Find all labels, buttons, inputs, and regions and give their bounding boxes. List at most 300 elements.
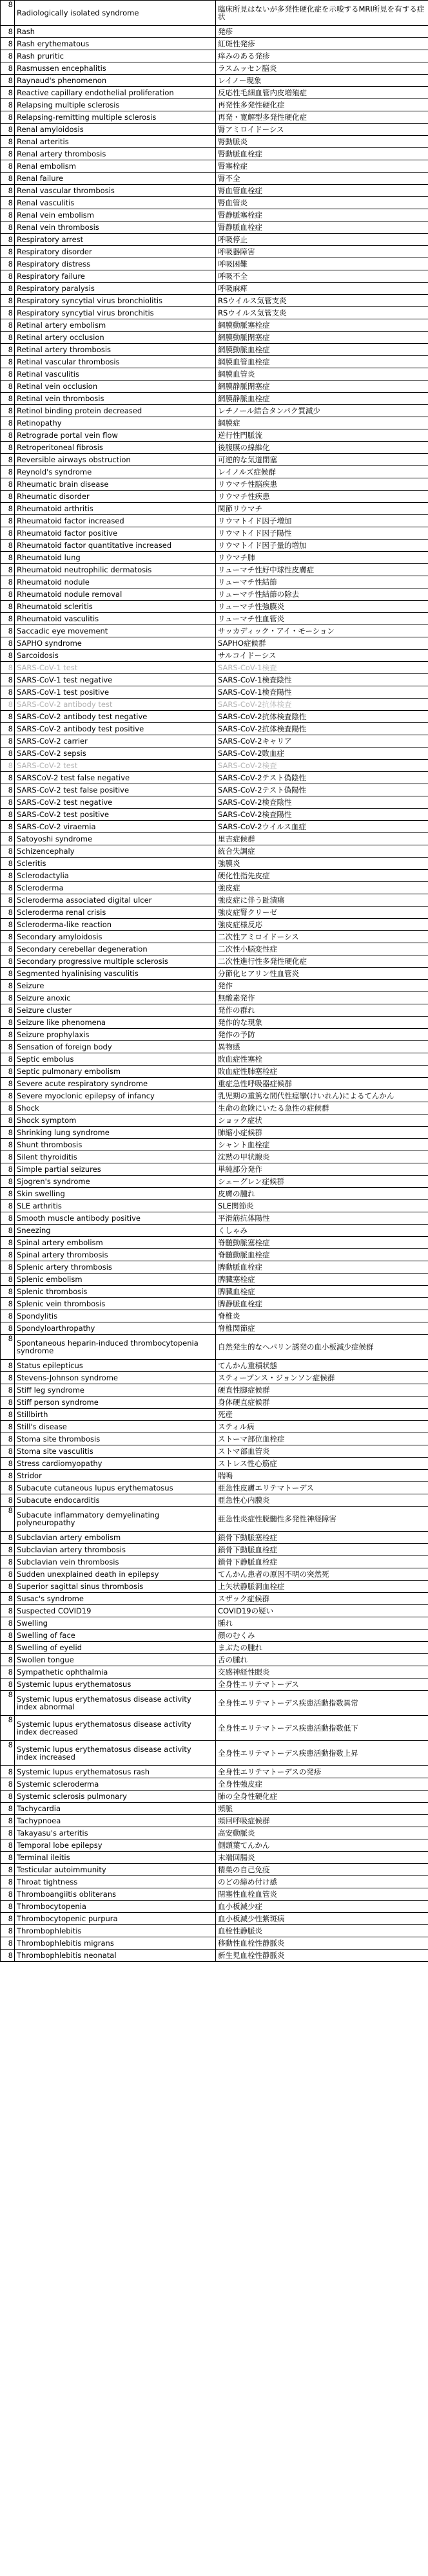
english-term-cell: Septic embolus — [15, 1053, 216, 1066]
row-number-cell: 8 — [1, 1876, 15, 1888]
row-number-cell: 8 — [1, 26, 15, 38]
japanese-term-cell: 全身性エリテマトーデス — [216, 1678, 428, 1691]
row-number-cell: 8 — [1, 1691, 15, 1716]
row-number-cell: 8 — [1, 38, 15, 50]
table-row — [1, 246, 428, 258]
japanese-term-cell: 身体硬直症候群 — [216, 1396, 428, 1409]
japanese-term-cell: 末端回腸炎 — [216, 1852, 428, 1864]
english-term-cell: Rheumatoid lung — [15, 552, 216, 564]
row-number-cell: 8 — [1, 1605, 15, 1617]
row-number-cell: 8 — [1, 1507, 15, 1532]
english-term-cell: SARS-CoV-2 sepsis — [15, 747, 216, 760]
japanese-term-cell: 脊髄動脈塞栓症 — [216, 1237, 428, 1249]
row-number-cell: 8 — [1, 1913, 15, 1925]
english-term-cell: Retinal artery occlusion — [15, 332, 216, 344]
table-row — [1, 552, 428, 564]
japanese-term-cell: COVID19の疑い — [216, 1605, 428, 1617]
row-number-cell: 8 — [1, 858, 15, 870]
row-number-cell: 8 — [1, 1766, 15, 1778]
table-row — [1, 858, 428, 870]
english-term-cell: Respiratory syncytial virus bronchitis — [15, 307, 216, 319]
row-number-cell: 8 — [1, 1494, 15, 1507]
table-row — [1, 540, 428, 552]
english-term-cell: SARS-CoV-2 antibody test positive — [15, 723, 216, 735]
japanese-term-cell: リューマチ性結節の除去 — [216, 588, 428, 601]
row-number-cell: 8 — [1, 992, 15, 1004]
english-term-cell: Shock symptom — [15, 1114, 216, 1127]
row-number-cell: 8 — [1, 968, 15, 980]
english-term-cell: Stillbirth — [15, 1409, 216, 1421]
row-number-cell: 8 — [1, 1286, 15, 1298]
english-term-cell: SARS-CoV-2 antibody test — [15, 699, 216, 711]
table-row — [1, 1090, 428, 1102]
row-number-cell: 8 — [1, 148, 15, 160]
english-term-cell: Renal failure — [15, 173, 216, 185]
row-number-cell: 8 — [1, 1, 15, 26]
table-row — [1, 1298, 428, 1310]
japanese-term-cell: 発作 — [216, 980, 428, 992]
english-term-cell: SARS-CoV-2 test negative — [15, 796, 216, 809]
english-term-cell: Spinal artery embolism — [15, 1237, 216, 1249]
english-term-cell: Rheumatoid neutrophilic dermatosis — [15, 564, 216, 576]
row-number-cell: 8 — [1, 503, 15, 515]
english-term-cell: SARS-CoV-2 test positive — [15, 809, 216, 821]
row-number-cell: 8 — [1, 686, 15, 699]
japanese-term-cell: 脾静脈血栓症 — [216, 1298, 428, 1310]
row-number-cell: 8 — [1, 1716, 15, 1741]
english-term-cell: Sclerodactylia — [15, 870, 216, 882]
english-term-cell: Still's disease — [15, 1421, 216, 1433]
table-row — [1, 1741, 428, 1766]
english-term-cell: Secondary progressive multiple sclerosis — [15, 955, 216, 968]
japanese-term-cell: リウマトイド因子増加 — [216, 515, 428, 527]
row-number-cell: 8 — [1, 1102, 15, 1114]
japanese-term-cell: RSウイルス気管支炎 — [216, 307, 428, 319]
english-term-cell: Severe myoclonic epilepsy of infancy — [15, 1090, 216, 1102]
row-number-cell: 8 — [1, 588, 15, 601]
english-term-cell: Subacute cutaneous lupus erythematosus — [15, 1482, 216, 1494]
row-number-cell: 8 — [1, 75, 15, 87]
row-number-cell: 8 — [1, 796, 15, 809]
english-term-cell: Rheumatic disorder — [15, 491, 216, 503]
english-term-cell: Rheumatoid factor positive — [15, 527, 216, 540]
table-row — [1, 405, 428, 417]
table-row — [1, 601, 428, 613]
row-number-cell: 8 — [1, 50, 15, 62]
table-row — [1, 784, 428, 796]
row-number-cell: 8 — [1, 221, 15, 234]
row-number-cell: 8 — [1, 381, 15, 393]
english-term-cell: Thromboangiitis obliterans — [15, 1888, 216, 1901]
row-number-cell: 8 — [1, 1200, 15, 1212]
row-number-cell: 8 — [1, 1470, 15, 1482]
table-row — [1, 1901, 428, 1913]
english-term-cell: Stiff person syndrome — [15, 1396, 216, 1409]
english-term-cell: SARS-CoV-2 carrier — [15, 735, 216, 747]
row-number-cell: 8 — [1, 1741, 15, 1766]
row-number-cell: 8 — [1, 1335, 15, 1360]
row-number-cell: 8 — [1, 1225, 15, 1237]
japanese-term-cell: 分節化ヒアリン性血管炎 — [216, 968, 428, 980]
japanese-term-cell: 二次性小脳変性症 — [216, 943, 428, 955]
japanese-term-cell: 亜急性心内膜炎 — [216, 1494, 428, 1507]
english-term-cell: Sudden unexplained death in epilepsy — [15, 1568, 216, 1581]
table-row — [1, 796, 428, 809]
table-row — [1, 173, 428, 185]
japanese-term-cell: 上矢状静脈洞血栓症 — [216, 1581, 428, 1593]
table-row — [1, 1384, 428, 1396]
japanese-term-cell: てんかん重積状態 — [216, 1360, 428, 1372]
japanese-term-cell: 逆行性門脈流 — [216, 429, 428, 442]
english-term-cell: Systemic scleroderma — [15, 1778, 216, 1791]
table-row — [1, 1445, 428, 1458]
table-row — [1, 1666, 428, 1678]
japanese-term-cell: 亜急性炎症性脱髄性多発性神経障害 — [216, 1507, 428, 1532]
english-term-cell: Spontaneous heparin-induced thrombocytopenia syndrome — [15, 1335, 216, 1360]
english-term-cell: Rash — [15, 26, 216, 38]
table-row — [1, 1791, 428, 1803]
row-number-cell: 8 — [1, 368, 15, 381]
japanese-term-cell: SARS-CoV-2敗血症 — [216, 747, 428, 760]
table-row — [1, 1396, 428, 1409]
english-term-cell: Tachycardia — [15, 1803, 216, 1815]
row-number-cell: 8 — [1, 1803, 15, 1815]
row-number-cell: 8 — [1, 943, 15, 955]
table-row — [1, 1004, 428, 1017]
row-number-cell: 8 — [1, 417, 15, 429]
english-term-cell: Scleroderma-like reaction — [15, 919, 216, 931]
row-number-cell: 8 — [1, 1237, 15, 1249]
table-row — [1, 564, 428, 576]
row-number-cell: 8 — [1, 234, 15, 246]
japanese-term-cell: リューマチ性好中球性皮膚症 — [216, 564, 428, 576]
table-row — [1, 1630, 428, 1642]
table-row — [1, 845, 428, 858]
japanese-term-cell: 脊椎炎 — [216, 1310, 428, 1322]
japanese-term-cell: 顔のむくみ — [216, 1630, 428, 1642]
table-row — [1, 919, 428, 931]
english-term-cell: Secondary amyloidosis — [15, 931, 216, 943]
row-number-cell: 8 — [1, 466, 15, 478]
japanese-term-cell: 硬化性指先皮症 — [216, 870, 428, 882]
row-number-cell: 8 — [1, 332, 15, 344]
table-row — [1, 1102, 428, 1114]
row-number-cell: 8 — [1, 907, 15, 919]
japanese-term-cell: 乳児期の重篤な間代性痙攣(けいれん)によるてんかん — [216, 1090, 428, 1102]
english-term-cell: Renal vasculitis — [15, 197, 216, 209]
row-number-cell: 8 — [1, 1274, 15, 1286]
table-row — [1, 711, 428, 723]
row-number-cell: 8 — [1, 662, 15, 674]
english-term-cell: Segmented hyalinising vasculitis — [15, 968, 216, 980]
row-number-cell: 8 — [1, 209, 15, 221]
english-term-cell: Spinal artery thrombosis — [15, 1249, 216, 1261]
english-term-cell: Stiff leg syndrome — [15, 1384, 216, 1396]
english-term-cell: Retinal vein occlusion — [15, 381, 216, 393]
japanese-term-cell: 反応性毛細血管内皮増殖症 — [216, 87, 428, 99]
english-term-cell: Systemic lupus erythematosus rash — [15, 1766, 216, 1778]
japanese-term-cell: 全身性エリテマトーデス疾患活動指数低下 — [216, 1716, 428, 1741]
japanese-term-cell: サッカディック・アイ・モーション — [216, 625, 428, 637]
japanese-term-cell: SARS-CoV-2抗体検査陽性 — [216, 723, 428, 735]
table-row — [1, 1568, 428, 1581]
japanese-term-cell: 呼吸器障害 — [216, 246, 428, 258]
japanese-term-cell: 可逆的な気道閉塞 — [216, 454, 428, 466]
table-row — [1, 442, 428, 454]
row-number-cell: 8 — [1, 1261, 15, 1274]
row-number-cell: 8 — [1, 1901, 15, 1913]
row-number-cell: 8 — [1, 1004, 15, 1017]
english-term-cell: Respiratory syncytial virus bronchiolitis — [15, 295, 216, 307]
japanese-term-cell: スティル病 — [216, 1421, 428, 1433]
row-number-cell: 8 — [1, 1249, 15, 1261]
row-number-cell: 8 — [1, 637, 15, 650]
japanese-term-cell: 網膜血管炎 — [216, 368, 428, 381]
english-term-cell: Swelling of eyelid — [15, 1642, 216, 1654]
english-term-cell: Rheumatoid vasculitis — [15, 613, 216, 625]
table-row — [1, 209, 428, 221]
english-term-cell: Shock — [15, 1102, 216, 1114]
japanese-term-cell: 発作の群れ — [216, 1004, 428, 1017]
table-row — [1, 1654, 428, 1666]
japanese-term-cell: 鎖骨下動脈塞栓症 — [216, 1532, 428, 1544]
row-number-cell: 8 — [1, 1114, 15, 1127]
table-row — [1, 429, 428, 442]
japanese-term-cell: 関節リウマチ — [216, 503, 428, 515]
japanese-term-cell: 死産 — [216, 1409, 428, 1421]
english-term-cell: Seizure like phenomena — [15, 1017, 216, 1029]
row-number-cell: 8 — [1, 1017, 15, 1029]
row-number-cell: 8 — [1, 1581, 15, 1593]
english-term-cell: SARS-CoV-2 antibody test negative — [15, 711, 216, 723]
english-term-cell: Rasmussen encephalitis — [15, 62, 216, 75]
table-row — [1, 1678, 428, 1691]
row-number-cell: 8 — [1, 1593, 15, 1605]
table-row — [1, 283, 428, 295]
japanese-term-cell: 移動性血栓性静脈炎 — [216, 1937, 428, 1950]
table-row — [1, 148, 428, 160]
english-term-cell: Swelling — [15, 1617, 216, 1630]
table-row — [1, 1544, 428, 1556]
english-term-cell: Throat tightness — [15, 1876, 216, 1888]
english-term-cell: Sneezing — [15, 1225, 216, 1237]
english-term-cell: Rheumatoid arthritis — [15, 503, 216, 515]
japanese-term-cell: SAPHO症候群 — [216, 637, 428, 650]
japanese-term-cell: 腎動脈血栓症 — [216, 148, 428, 160]
japanese-term-cell: 生命の危険にいたる急性の症候群 — [216, 1102, 428, 1114]
row-number-cell: 8 — [1, 674, 15, 686]
japanese-term-cell: まぶたの腫れ — [216, 1642, 428, 1654]
english-term-cell: Subclavian artery embolism — [15, 1532, 216, 1544]
japanese-term-cell: SARS-CoV-2ウイルス血症 — [216, 821, 428, 833]
table-row — [1, 650, 428, 662]
row-number-cell: 8 — [1, 1482, 15, 1494]
table-row — [1, 381, 428, 393]
japanese-term-cell: 発作の予防 — [216, 1029, 428, 1041]
japanese-term-cell: のどの締め付け感 — [216, 1876, 428, 1888]
row-number-cell: 8 — [1, 393, 15, 405]
row-number-cell: 8 — [1, 1396, 15, 1409]
table-row — [1, 588, 428, 601]
row-number-cell: 8 — [1, 1409, 15, 1421]
japanese-term-cell: SARS-CoV-1検査 — [216, 662, 428, 674]
english-term-cell: Splenic embolism — [15, 1274, 216, 1286]
row-number-cell: 8 — [1, 160, 15, 173]
table-row — [1, 943, 428, 955]
english-term-cell: SARS-CoV-2 test — [15, 760, 216, 772]
table-row — [1, 772, 428, 784]
table-row — [1, 1864, 428, 1876]
table-row — [1, 454, 428, 466]
table-row — [1, 1888, 428, 1901]
japanese-term-cell: 呼吸困難 — [216, 258, 428, 270]
table-row — [1, 1876, 428, 1888]
row-number-cell: 8 — [1, 1445, 15, 1458]
english-term-cell: SARSCoV-2 test false negative — [15, 772, 216, 784]
table-row — [1, 1691, 428, 1716]
row-number-cell: 8 — [1, 1384, 15, 1396]
row-number-cell: 8 — [1, 429, 15, 442]
row-number-cell: 8 — [1, 1078, 15, 1090]
english-term-cell: Stress cardiomyopathy — [15, 1458, 216, 1470]
japanese-term-cell: 腎塞栓症 — [216, 160, 428, 173]
japanese-term-cell: 異物感 — [216, 1041, 428, 1053]
row-number-cell: 8 — [1, 1666, 15, 1678]
row-number-cell: 8 — [1, 613, 15, 625]
english-term-cell: Terminal ileitis — [15, 1852, 216, 1864]
table-row — [1, 723, 428, 735]
japanese-term-cell: SARS-CoV-2検査陰性 — [216, 796, 428, 809]
table-row — [1, 821, 428, 833]
english-term-cell: Renal vein embolism — [15, 209, 216, 221]
english-term-cell: Retinal artery thrombosis — [15, 344, 216, 356]
japanese-term-cell: 新生児血栓性静脈炎 — [216, 1950, 428, 1962]
english-term-cell: Respiratory arrest — [15, 234, 216, 246]
table-row — [1, 185, 428, 197]
row-number-cell: 8 — [1, 405, 15, 417]
japanese-term-cell: 血栓性静脈炎 — [216, 1925, 428, 1937]
english-term-cell: Systemic lupus erythematosus disease activity index decreased — [15, 1716, 216, 1741]
english-term-cell: Shrinking lung syndrome — [15, 1127, 216, 1139]
english-term-cell: Rheumatoid factor quantitative increased — [15, 540, 216, 552]
japanese-term-cell: 強皮症 — [216, 882, 428, 894]
table-row — [1, 1286, 428, 1298]
english-term-cell: Scleroderma associated digital ulcer — [15, 894, 216, 907]
table-row — [1, 270, 428, 283]
japanese-term-cell: 全身性強皮症 — [216, 1778, 428, 1791]
table-row — [1, 1360, 428, 1372]
table-row — [1, 992, 428, 1004]
japanese-term-cell: 網膜静脈血栓症 — [216, 393, 428, 405]
row-number-cell: 8 — [1, 576, 15, 588]
row-number-cell: 8 — [1, 723, 15, 735]
row-number-cell: 8 — [1, 1544, 15, 1556]
table-row — [1, 1950, 428, 1962]
english-term-cell: Stoma site vasculitis — [15, 1445, 216, 1458]
table-row — [1, 1803, 428, 1815]
table-row — [1, 1372, 428, 1384]
row-number-cell: 8 — [1, 356, 15, 368]
japanese-term-cell: 後腹膜の線維化 — [216, 442, 428, 454]
row-number-cell: 8 — [1, 1310, 15, 1322]
japanese-term-cell: ストマ部血管炎 — [216, 1445, 428, 1458]
english-term-cell: Systemic lupus erythematosus disease activity index abnormal — [15, 1691, 216, 1716]
table-row — [1, 699, 428, 711]
japanese-term-cell: 網膜動脈塞栓症 — [216, 319, 428, 332]
table-row — [1, 625, 428, 637]
english-term-cell: Scleroderma — [15, 882, 216, 894]
japanese-term-cell: 腎血管血栓症 — [216, 185, 428, 197]
japanese-term-cell: 敗血症性塞栓 — [216, 1053, 428, 1066]
table-row — [1, 527, 428, 540]
table-row — [1, 1127, 428, 1139]
japanese-term-cell: シェーグレン症候群 — [216, 1176, 428, 1188]
english-term-cell: SLE arthritis — [15, 1200, 216, 1212]
row-number-cell: 8 — [1, 1212, 15, 1225]
table-row — [1, 503, 428, 515]
row-number-cell: 8 — [1, 821, 15, 833]
table-row — [1, 1433, 428, 1445]
english-term-cell: Simple partial seizures — [15, 1163, 216, 1176]
row-number-cell: 8 — [1, 1458, 15, 1470]
japanese-term-cell: 脾臓塞栓症 — [216, 1274, 428, 1286]
table-row — [1, 1642, 428, 1654]
japanese-term-cell: 腎静脈塞栓症 — [216, 209, 428, 221]
table-row — [1, 1937, 428, 1950]
japanese-term-cell: リューマチ性結節 — [216, 576, 428, 588]
table-row — [1, 1322, 428, 1335]
table-row — [1, 1310, 428, 1322]
japanese-term-cell: リューマチ性血管炎 — [216, 613, 428, 625]
japanese-term-cell: SARS-CoV-2抗体検査 — [216, 699, 428, 711]
row-number-cell: 8 — [1, 1139, 15, 1151]
japanese-term-cell: 頻回呼吸症候群 — [216, 1815, 428, 1827]
table-row — [1, 1225, 428, 1237]
english-term-cell: Suspected COVID19 — [15, 1605, 216, 1617]
japanese-term-cell: 鎖骨下静脈血栓症 — [216, 1556, 428, 1568]
row-number-cell: 8 — [1, 1839, 15, 1852]
row-number-cell: 8 — [1, 1568, 15, 1581]
japanese-term-cell: 精巣の自己免疫 — [216, 1864, 428, 1876]
english-term-cell: Swollen tongue — [15, 1654, 216, 1666]
japanese-term-cell: 呼吸不全 — [216, 270, 428, 283]
japanese-term-cell: RSウイルス気管支炎 — [216, 295, 428, 307]
english-term-cell: Tachypnoea — [15, 1815, 216, 1827]
table-row — [1, 1053, 428, 1066]
table-row — [1, 686, 428, 699]
english-term-cell: Scleritis — [15, 858, 216, 870]
table-row — [1, 674, 428, 686]
row-number-cell: 8 — [1, 307, 15, 319]
table-row — [1, 760, 428, 772]
row-number-cell: 8 — [1, 1163, 15, 1176]
row-number-cell: 8 — [1, 527, 15, 540]
japanese-term-cell: 強皮症腎クリーゼ — [216, 907, 428, 919]
table-row — [1, 258, 428, 270]
english-term-cell: Temporal lobe epilepsy — [15, 1839, 216, 1852]
table-row — [1, 1778, 428, 1791]
english-term-cell: Sensation of foreign body — [15, 1041, 216, 1053]
table-row — [1, 197, 428, 209]
english-term-cell: Renal amyloidosis — [15, 124, 216, 136]
japanese-term-cell: SARS-CoV-2抗体検査陰性 — [216, 711, 428, 723]
english-term-cell: Rheumatoid factor increased — [15, 515, 216, 527]
japanese-term-cell: SARS-CoV-2テスト偽陽性 — [216, 784, 428, 796]
english-term-cell: Systemic lupus erythematosus — [15, 1678, 216, 1691]
table-row — [1, 1507, 428, 1532]
japanese-term-cell: 無酸素発作 — [216, 992, 428, 1004]
english-term-cell: Silent thyroiditis — [15, 1151, 216, 1163]
